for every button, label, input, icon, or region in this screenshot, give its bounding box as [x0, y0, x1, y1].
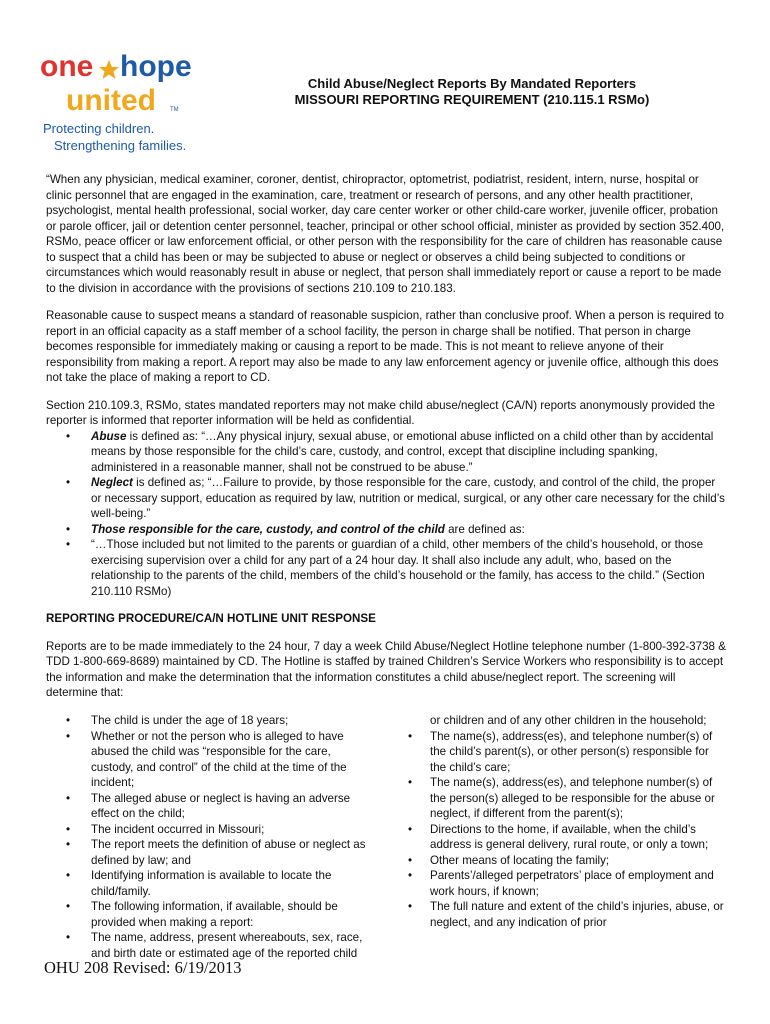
list-item: • The report meets the definition of abuse or neglect as defined by law; and — [46, 837, 376, 868]
reasonable-cause-paragraph: Reasonable cause to suspect means a standard of reasonable suspicion, rather than conclusive proof. When a person is required to report in an official capacity as a staff member of a school facility, the person in charge shall be notified. That person in charge becomes responsible for immediately making or causing a report to be made. This is not meant to relieve anyone of their responsibility from making a report. A report may also be made to any law enforcement agency or juvenile office, although this does not take the place of making a report to CD. — [46, 309, 724, 384]
list-item: • Whether or not the person who is alleged to have abused the child was “responsible for the care, custody, and control” of the child at the time of the incident; — [46, 729, 376, 791]
definition-term: Those responsible for the care, custody, and control of the child — [91, 522, 445, 536]
logo-word-one: one — [40, 50, 94, 83]
logo-word-hope: hope — [120, 50, 192, 83]
statute-paragraph: “When any physician, medical examiner, coroner, dentist, chiropractor, optometrist, podiatrist, resident, intern, nurse, hospital or clinic personnel that are engaged in the examination, care, treatment or research of persons, and any other health practitioner, psychologist, mental health professional, social worker, day care center worker or other child-care worker, juvenile officer, probation or parole officer, jail or detention center personnel, teacher, principal or other school official, minister as provided by section 352.400, RSMo, peace officer or law enforcement official, or other person with the responsibility for the care of children has reasonable cause to suspect that a child has been or may be subjected to abuse or neglect or observes a child being subjected to conditions or circumstances which would reasonably result in abuse or neglect, that person shall immediately report or cause a report to be made to the division in accordance with the provisions of sections 210.109 to 210.183. — [46, 173, 725, 295]
document-title — [252, 76, 692, 108]
one-hope-united-logo — [40, 44, 215, 156]
list-item: • The name(s), address(es), and telephone number(s) of the person(s) alleged to be responsible for the abuse or neglect, if different from the parent(s); — [408, 775, 726, 822]
definition-neglect — [46, 475, 726, 522]
revision-footer: OHU 208 Revised: 6/19/2013 — [44, 958, 242, 977]
definition-responsible — [46, 522, 726, 538]
definition-abuse — [46, 429, 726, 476]
title-line-1: Child Abuse/Neglect Reports By Mandated Reporters — [307, 76, 637, 91]
list-item: • The child is under the age of 18 years; — [46, 713, 376, 729]
definition-term: Abuse — [91, 429, 127, 443]
logo-tagline-line1: Protecting children. — [43, 121, 155, 136]
logo-trademark: TM — [170, 107, 179, 113]
list-item: • The alleged abuse or neglect is having an adverse effect on the child; — [46, 791, 376, 822]
list-item: • Parents’/alleged perpetrators’ place of employment and work hours, if known; — [408, 868, 726, 899]
title-line-2: MISSOURI REPORTING REQUIREMENT (210.115.1 RSMo) — [294, 92, 650, 107]
definition-text: is defined as; “…Failure to provide, by those responsible for the care, custody, and control of the child, the proper or necessary support, education as required by law, nutrition or medical, surgical, or any other care necessary for the child’s well-being.” — [91, 476, 725, 520]
definition-term: Neglect — [91, 476, 133, 489]
document-body — [46, 172, 726, 713]
list-item: • The name(s), address(es), and telephone number(s) of the child’s parent(s), or other person(s) responsible for the child’s care; — [408, 729, 726, 776]
list-item: • Identifying information is available to locate the child/family. — [46, 868, 376, 899]
definition-responsible-quote — [46, 537, 726, 599]
list-item: • Other means of locating the family; — [408, 853, 726, 869]
anonymity-paragraph: Section 210.109.3, RSMo, states mandated reporters may not make child abuse/neglect (CA/N) reports anonymously provided the reporter is informed that reporter information will be held as confidential. — [46, 398, 715, 427]
left-column — [46, 713, 376, 961]
definitions-list — [46, 429, 726, 600]
list-item: • The full nature and extent of the child’s injuries, abuse, or neglect, and any indication of prior — [408, 899, 726, 930]
section-heading: REPORTING PROCEDURE/CA/N HOTLINE UNIT RESPONSE — [46, 612, 376, 625]
logo-tagline-line2: Strengthening families. — [54, 138, 187, 153]
logo-word-united: united — [66, 84, 156, 117]
list-item: • The name, address, present whereabouts, sex, race, and birth date or estimated age of the reported child — [46, 930, 376, 961]
definition-text: is defined as: “…Any physical injury, sexual abuse, or emotional abuse inflicted on a child other than by accidental means by those responsible for the child’s care, custody, and control, except that discipline including spanking, administered in a reasonable manner, shall not be construed to be abuse.” — [91, 429, 714, 474]
definition-text: are defined as: — [444, 522, 525, 536]
right-criteria-list — [408, 729, 726, 931]
right-column — [408, 713, 726, 930]
logo-star-icon — [99, 60, 119, 79]
list-continuation: or children and of any other children in the household; — [430, 714, 707, 727]
list-item: • The following information, if available, should be provided when making a report: — [46, 899, 376, 930]
hotline-paragraph: Reports are to be made immediately to the 24 hour, 7 day a week Child Abuse/Neglect Hotline telephone number (1-800-392-3738 & TDD 1-800-669-8689) maintained by CD. The Hotline is staffed by trained Children’s Service Workers who responsibility is to accept the information and make the determination that the information constitutes a child abuse/neglect report. The screening will determine that: — [46, 639, 726, 699]
left-criteria-list — [46, 713, 376, 961]
list-item: • The incident occurred in Missouri; — [46, 822, 376, 838]
definition-text: “…Those included but not limited to the parents or guardian of a child, other members of the child’s household, or those exercising supervision over a child for any part of a 24 hour day. It shall also include any adult, who, based on the relationship to the parents of the child, members of the child’s household or the family, has access to the child.” (Section 210.110 RSMo) — [91, 538, 705, 598]
list-item: • Directions to the home, if available, when the child’s address is general delivery, rural route, or only a town; — [408, 822, 726, 853]
